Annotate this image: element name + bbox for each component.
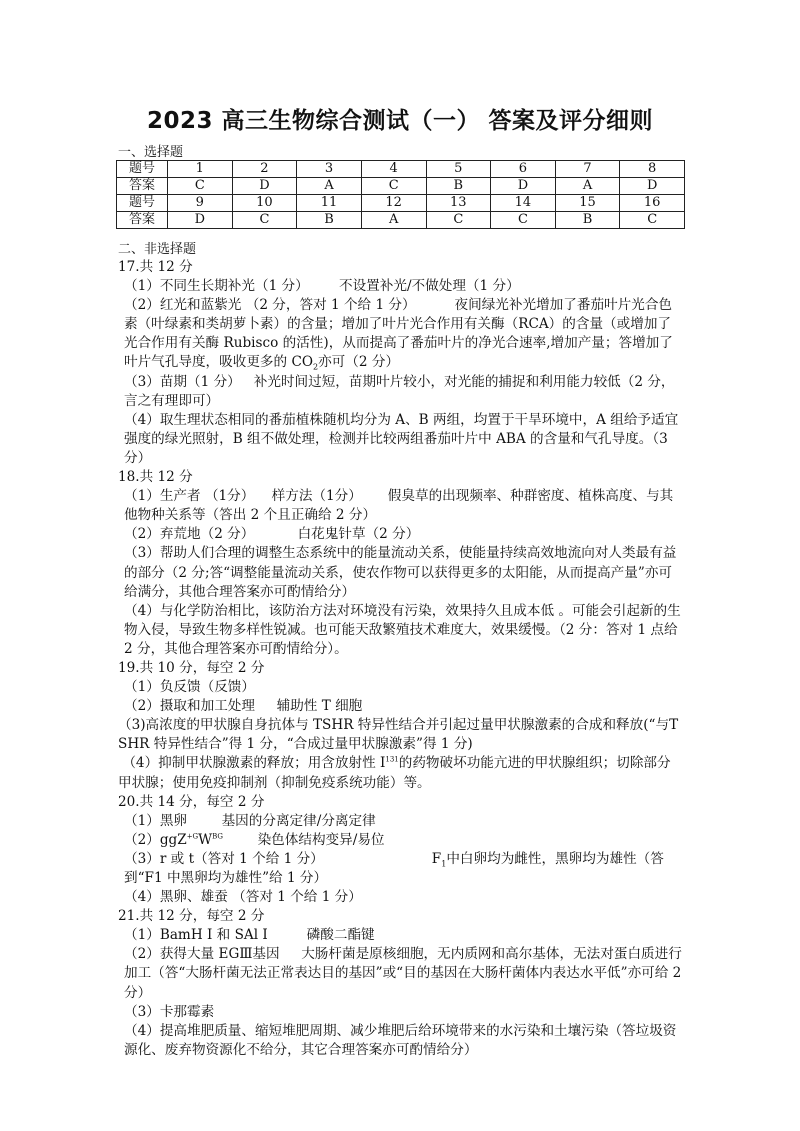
q18-part3: （3）帮助人们合理的调整生态系统中的能量流动关系，使能量持续高效地流向对人类最有益的部分（2 分;答“调整能量流动关系，使农作物可以获得更多的太阳能，从而提高产量”亦可给满分，其他合理答案亦可酌情给分）: [124, 545, 677, 600]
q19-part4-superscript: 131: [385, 755, 399, 764]
table-cell: 10: [232, 195, 297, 212]
table-cell: 2: [232, 161, 297, 178]
q20-part3-subscript: 1: [441, 859, 447, 869]
table-row-header: 题号: [117, 161, 168, 178]
q20-heading: 20.共 14 分，每空 2 分: [118, 793, 265, 810]
q21-part2: （2）获得大量 EGⅢ基因 大肠杆菌是原核细胞，无内质网和高尔基体，无法对蛋白质进行加工（答“大肠杆菌无法正常表达目的基因”或“目的基因在大肠杆菌体内表达水平低”亦可给 2 分）: [124, 946, 686, 1001]
q19-heading: 19.共 10 分，每空 2 分: [118, 659, 265, 676]
q20-part4: （4）黑卵、雄蚕 （答对 1 个给 1 分）: [124, 889, 362, 906]
table-cell: 9: [168, 195, 233, 212]
table-cell: 12: [361, 195, 426, 212]
q20-part3: [118, 850, 684, 888]
table-row: [117, 161, 685, 178]
section-heading-choice: 一、选择题: [118, 145, 184, 160]
q20-part2-w: W: [198, 831, 213, 848]
q20-part1: （1）黑卵 基因的分离定律/分离定律: [124, 812, 376, 829]
table-cell: C: [426, 212, 491, 229]
q18-part2: （2）弃荒地（2 分） 白花鬼针草（2 分）: [124, 526, 420, 543]
q20-part2-text: （2）ggZ: [124, 831, 187, 848]
table-cell: 3: [297, 161, 362, 178]
q21-part4: （4）提高堆肥质量、缩短堆肥周期、减少堆肥后给环境带来的水污染和土壤污染（答垃圾资源化、废弃物资源化不给分，其它合理答案亦可酌情给分）: [124, 1022, 677, 1058]
q17-heading: 17.共 12 分: [118, 259, 193, 275]
q20-part3-tail: 中白卵均为雌性，黑卵均为雄性（答到“F1 中黑卵均为雄性”给 1 分）: [124, 850, 664, 886]
table-cell: A: [555, 178, 620, 195]
table-cell: C: [232, 212, 297, 229]
q19-part3: （3)高浓度的甲状腺自身抗体与 TSHR 特异性结合并引起过量甲状腺激素的合成和释放(“与TSHR 特异性结合”得 1 分，“合成过量甲状腺激素”得 1 分): [118, 717, 679, 753]
table-cell: C: [168, 178, 233, 195]
answer-body: [118, 258, 684, 1060]
table-row-header: 答案: [117, 212, 168, 229]
q21-part1: （1）BamH Ⅰ 和 SAl Ⅰ 磷酸二酯键: [124, 927, 375, 944]
q20-part3-text: （3）r 或 t（答对 1 个给 1 分） F: [124, 850, 442, 867]
table-row: [117, 195, 685, 212]
table-cell: 11: [297, 195, 362, 212]
q19-part2: （2）摄取和加工处理 辅助性 T 细胞: [124, 698, 363, 715]
table-cell: B: [555, 212, 620, 229]
table-cell: 14: [491, 195, 556, 212]
table-cell: A: [361, 212, 426, 229]
q21-heading: 21.共 12 分，每空 2 分: [118, 908, 265, 925]
q19-part1: （1）负反馈（反馈）: [124, 679, 255, 696]
table-cell: D: [168, 212, 233, 229]
table-cell: D: [232, 178, 297, 195]
q17-part4: （4）取生理状态相同的番茄植株随机均分为 A、B 两组，均置于干旱环境中，A 组给予适宜强度的绿光照射，B 组不做处理，检测并比较两组番茄叶片中 ABA 的含量和气孔导度。（3 分）: [124, 411, 679, 466]
table-cell: B: [426, 178, 491, 195]
table-row-header: 答案: [117, 178, 168, 195]
table-row-header: 题号: [117, 195, 168, 212]
choice-answer-table: [116, 160, 685, 229]
table-cell: D: [491, 178, 556, 195]
table-cell: C: [361, 178, 426, 195]
q19-part4: [118, 754, 684, 792]
q20-part2-sup2: BG: [212, 832, 224, 841]
q21-part3: （3）卡那霉素: [124, 1003, 215, 1020]
q19-part4-text: （4）抑制甲状腺激素的释放；用含放射性 I: [118, 755, 386, 772]
table-cell: 15: [555, 195, 620, 212]
table-cell: B: [297, 212, 362, 229]
table-cell: 8: [620, 161, 685, 178]
q18-heading: 18.共 12 分: [118, 469, 193, 486]
table-cell: 7: [555, 161, 620, 178]
table-cell: C: [491, 212, 556, 229]
table-cell: A: [297, 178, 362, 195]
q17-part1: （1）不同生长期补光（1 分） 不设置补光/不做处理（1 分）: [124, 278, 520, 295]
q20-part2-sup1: +G: [186, 832, 199, 841]
q19-part4-tail: 的药物破坏功能亢进的甲状腺组织；切除部分甲状腺；使用免疫抑制剂（抑制免疫系统功能）等。: [118, 755, 671, 791]
table-cell: 5: [426, 161, 491, 178]
q18-part1: （1）生产者 （1分） 样方法（1分） 假臭草的出现频率、种群密度、植株高度、与其他物种关系等（答出 2 个且正确给 2 分）: [124, 488, 674, 524]
section-heading-nonchoice: 二、非选择题: [118, 242, 197, 257]
table-row: [117, 178, 685, 195]
q20-part2-tail: 染色体结构变异/易位: [223, 831, 385, 848]
q17-part2-subscript: 2: [313, 363, 319, 373]
q17-part3: （3）苗期（1 分） 补光时间过短，苗期叶片较小，对光能的捕捉和利用能力较低（2 分，言之有理即可）: [124, 373, 675, 409]
table-cell: 1: [168, 161, 233, 178]
page-title: 2023 高三生物综合测试（一） 答案及评分细则: [146, 108, 654, 134]
q20-part2: [118, 831, 684, 850]
q17-part2: [118, 296, 684, 372]
table-cell: 13: [426, 195, 491, 212]
table-cell: 6: [491, 161, 556, 178]
table-row: [117, 212, 685, 229]
table-cell: 4: [361, 161, 426, 178]
table-cell: 16: [620, 195, 685, 212]
table-cell: D: [620, 178, 685, 195]
q18-part4: （4）与化学防治相比，该防治方法对环境没有污染，效果持久且成本低 。可能会引起新的生物入侵，导致生物多样性锐减。也可能天敌繁殖技术难度大，效果缓慢。（2 分：答对 1 点给 2 分，其他合理答案亦可酌情给分）。: [124, 602, 682, 657]
q17-part2-text: （2）红光和蓝紫光 （2 分，答对 1 个给 1 分） 夜间绿光补光增加了番茄叶片光合色素（叶绿素和类胡萝卜素）的含量；增加了叶片光合作用有关酶（RCA）的含量（或增加了光合作用有关酶 Rubisco 的活性)，从而提高了番茄叶片的净光合速率,增加产量；答增加了叶片气孔导度，吸收更多的 CO: [124, 297, 673, 371]
table-cell: C: [620, 212, 685, 229]
q17-part2-tail: 亦可（2 分）: [318, 354, 400, 371]
